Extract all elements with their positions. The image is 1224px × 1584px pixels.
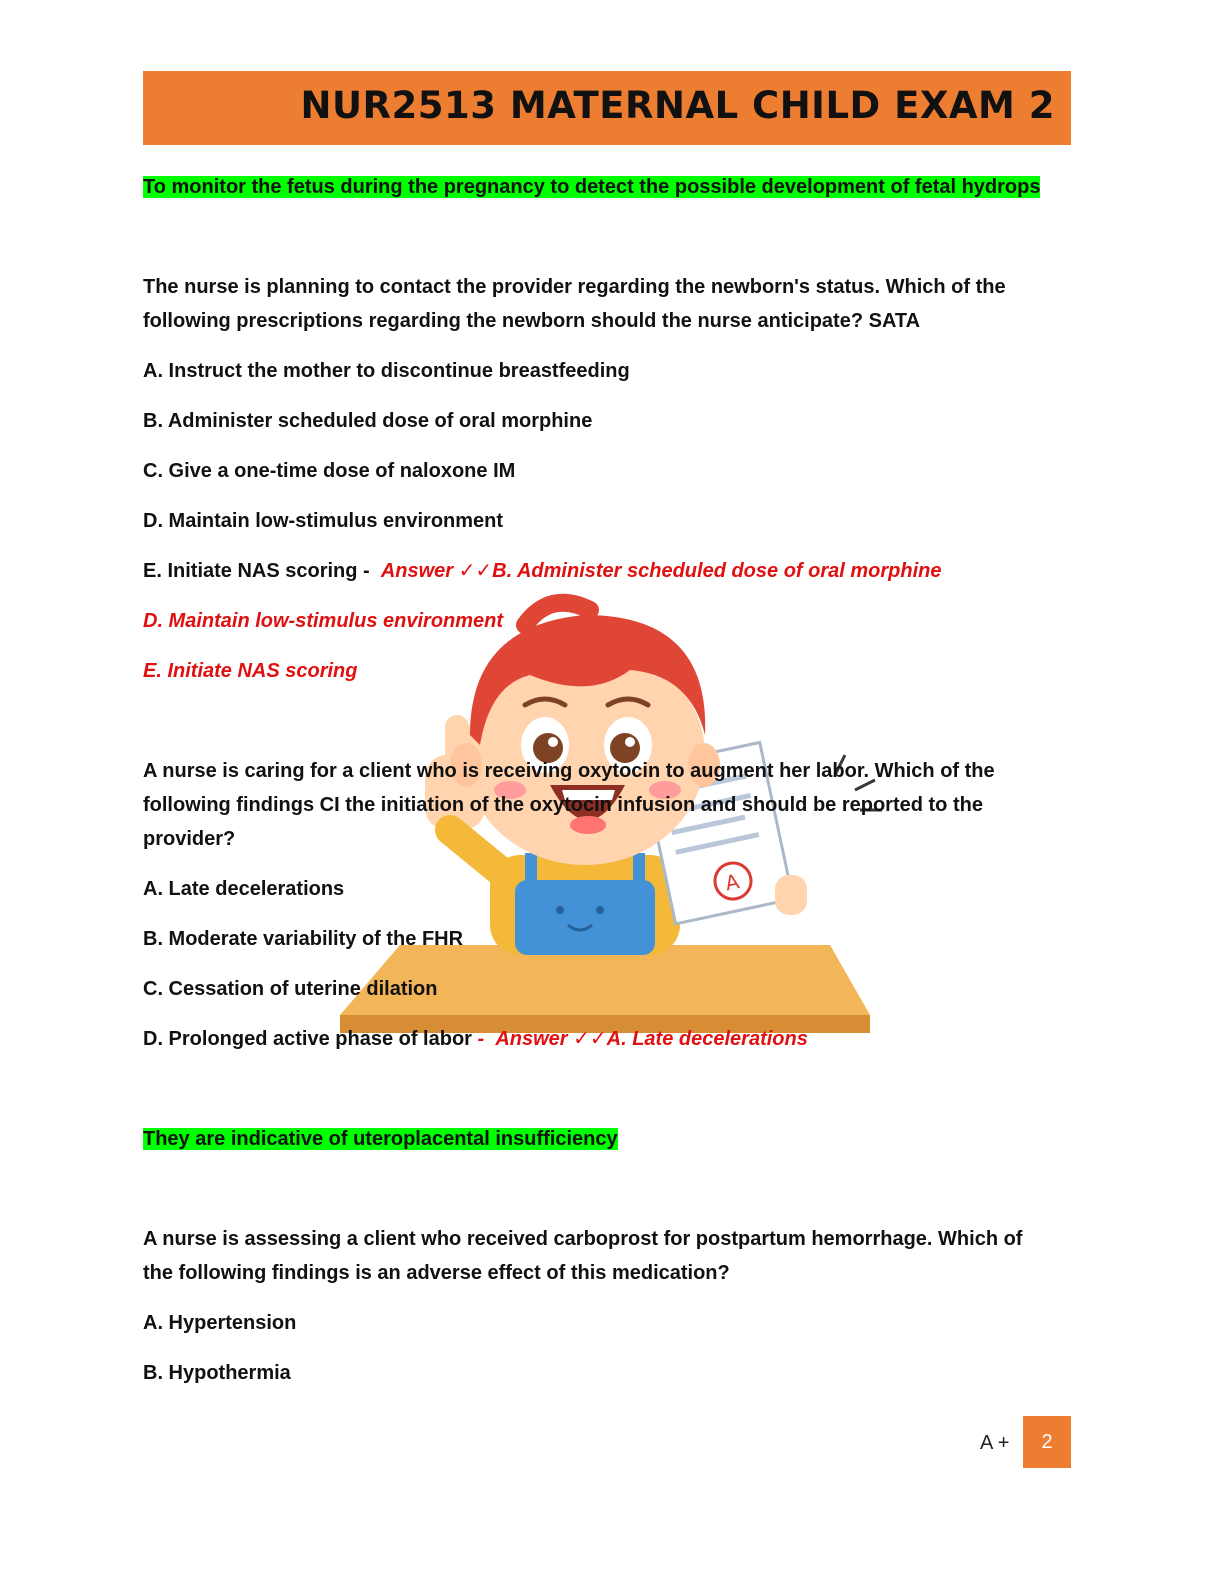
question-stem: A nurse is caring for a client who is receiving oxytocin to augment her labor. Which of the following findings CI the initiation of the oxytocin infusion and should be reported to the provider? xyxy=(143,760,995,850)
option: B. Hypothermia xyxy=(143,1362,291,1384)
option: C. Cessation of uterine dilation xyxy=(143,978,438,1000)
question-stem: The nurse is planning to contact the provider regarding the newborn's status. Which of the following prescriptions regarding the newborn should the nurse anticipate? SATA xyxy=(143,276,1006,332)
option: B. Moderate variability of the FHR xyxy=(143,928,464,950)
answer-rationale xyxy=(143,170,1043,204)
option: A. Late decelerations xyxy=(143,878,345,900)
answer-line: E. Initiate NAS scoring xyxy=(143,660,358,682)
check-icon: ✓✓ xyxy=(573,1028,607,1050)
header-bar xyxy=(143,71,1071,145)
option: A. Hypertension xyxy=(143,1312,297,1334)
option: D. Maintain low-stimulus environment xyxy=(143,510,504,532)
document-content xyxy=(143,170,1043,1390)
answer-label: - Answer ✓✓A. Late decelerations xyxy=(477,1028,808,1050)
answer-rationale xyxy=(143,1122,1043,1156)
option-with-answer xyxy=(143,554,1043,588)
svg-text:A: A xyxy=(722,869,742,896)
answer-label: Answer ✓✓B. Administer scheduled dose of oral morphine xyxy=(380,560,942,582)
option-with-answer xyxy=(143,1022,1043,1056)
answer-line: D. Maintain low-stimulus environment xyxy=(143,610,504,632)
check-icon: ✓✓ xyxy=(458,560,493,582)
page-number: 2 xyxy=(1023,1416,1071,1468)
option: E. Initiate NAS scoring - xyxy=(143,560,370,582)
question-stem: A nurse is assessing a client who received carboprost for postpartum hemorrhage. Which of the following findings is an adverse effect of this medication? xyxy=(143,1228,1023,1284)
highlighted-rationale: They are indicative of uteroplacental insufficiency xyxy=(143,1128,618,1150)
page-title: NUR2513 MATERNAL CHILD EXAM 2 xyxy=(300,84,1055,127)
highlighted-rationale: To monitor the fetus during the pregnancy to detect the possible development of fetal hydrops xyxy=(143,176,1041,198)
option: C. Give a one-time dose of naloxone IM xyxy=(143,460,516,482)
option: D. Prolonged active phase of labor xyxy=(143,1028,472,1050)
option: A. Instruct the mother to discontinue breastfeeding xyxy=(143,360,630,382)
option: B. Administer scheduled dose of oral morphine xyxy=(143,410,593,432)
grade-label: A + xyxy=(980,1432,1010,1454)
